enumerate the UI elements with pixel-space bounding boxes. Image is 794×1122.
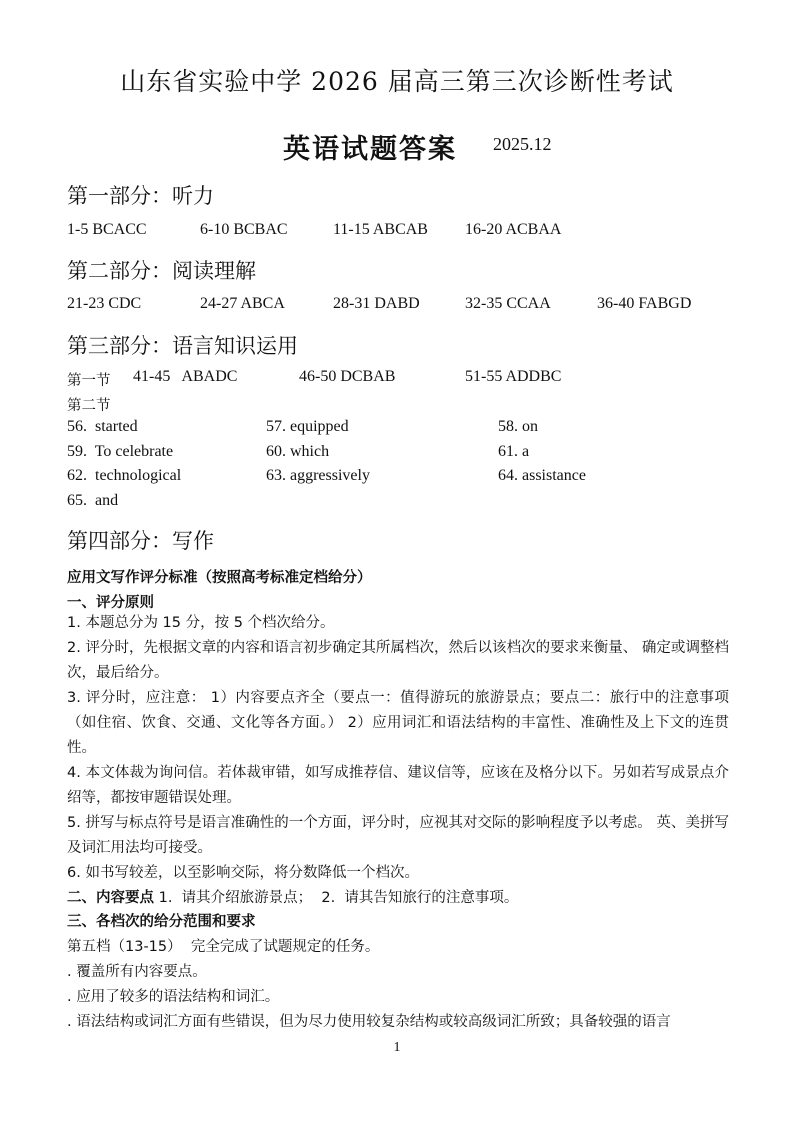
section2-label: 第二节 xyxy=(67,398,111,414)
blank-answer: 57. equipped xyxy=(266,418,349,435)
exam-title: 山东省实验中学 2026 届高三第三次诊断性考试 xyxy=(120,67,674,96)
grade5-item: . 语法结构或词汇方面有些错误，但为尽力使用较复杂结构或较高级词汇所致；具备较强的语言 xyxy=(67,1014,671,1030)
part4-heading: 第四部分：写作 xyxy=(67,529,214,553)
criteria-title: 应用文写作评分标准（按照高考标准定档给分） xyxy=(67,570,372,586)
key-points-text: 1. 请其介绍旅游景点； 2. 请其告知旅行的注意事项。 xyxy=(154,890,519,906)
principle-item: 3. 评分时，应注意： 1）内容要点齐全（要点一：值得游玩的旅游景点；要点二：旅行中的注意事项（如住宿、饮食、交通、文化等各方面。） 2）应用词汇和语法结构的丰富性、准确性及上下文的连贯性。 xyxy=(67,690,729,756)
answer-group: 51-55 ADDBC xyxy=(465,368,562,385)
answer-group: 46-50 DCBAB xyxy=(299,368,396,385)
principle-item: 5. 拼写与标点符号是语言准确性的一个方面，评分时，应视其对交际的影响程度予以考虑。 英、美拼写及词汇用法均可接受。 xyxy=(67,815,729,856)
blank-answer: 65. and xyxy=(67,492,119,509)
grade5-item: . 覆盖所有内容要点。 xyxy=(67,964,207,980)
grade5-description: 第五档（13-15） 完全完成了试题规定的任务。 xyxy=(67,939,380,955)
answer-group: 28-31 DABD xyxy=(333,295,420,312)
answer-group: 41-45 ABADC xyxy=(133,368,238,385)
answer-group: 16-20 ACBAA xyxy=(465,221,562,238)
answer-group: 24-27 ABCA xyxy=(200,295,285,312)
blank-answer: 64. assistance xyxy=(498,467,586,484)
answer-group: 21-23 CDC xyxy=(67,295,142,312)
grades-heading: 三、各档次的给分范围和要求 xyxy=(67,914,256,930)
answer-group: 6-10 BCBAC xyxy=(200,221,288,238)
principle-item: 1. 本题总分为 15 分，按 5 个档次给分。 xyxy=(67,615,335,631)
answer-group: 36-40 FABGD xyxy=(597,295,692,312)
answer-group: 11-15 ABCAB xyxy=(333,221,428,238)
principle-item: 2. 评分时，先根据文章的内容和语言初步确定其所属档次，然后以该档次的要求来衡量、 确定或调整档次，最后给分。 xyxy=(67,640,729,681)
principle-item: 6. 如书写较差，以至影响交际，将分数降低一个档次。 xyxy=(67,865,419,881)
blank-answer: 60. which xyxy=(266,443,330,460)
grade5-item: . 应用了较多的语法结构和词汇。 xyxy=(67,989,280,1005)
blank-answer: 58. on xyxy=(498,418,538,435)
part1-heading: 第一部分：听力 xyxy=(67,184,214,208)
blank-answer: 61. a xyxy=(498,443,530,460)
answer-group: 32-35 CCAA xyxy=(465,295,551,312)
document-date: 2025.12 xyxy=(493,134,552,154)
blank-answer: 59. To celebrate xyxy=(67,443,174,460)
page-number: 1 xyxy=(393,1040,401,1055)
document-subtitle: 英语试题答案 xyxy=(283,134,457,165)
blank-answer: 56. started xyxy=(67,418,138,435)
part3-heading: 第三部分：语言知识运用 xyxy=(67,334,298,358)
section1-label: 第一节 xyxy=(67,373,111,389)
principles-heading: 一、评分原则 xyxy=(67,595,154,611)
answer-group: 1-5 BCACC xyxy=(67,221,147,238)
key-points-heading: 二、内容要点 xyxy=(67,890,154,906)
part2-heading: 第二部分：阅读理解 xyxy=(67,259,256,283)
blank-answer: 62. technological xyxy=(67,467,182,484)
principle-item: 4. 本文体裁为询问信。若体裁审错，如写成推荐信、建议信等，应该在及格分以下。另如若写成景点介绍等，都按审题错误处理。 xyxy=(67,765,729,806)
blank-answer: 63. aggressively xyxy=(266,467,370,484)
key-points-line xyxy=(67,886,518,907)
